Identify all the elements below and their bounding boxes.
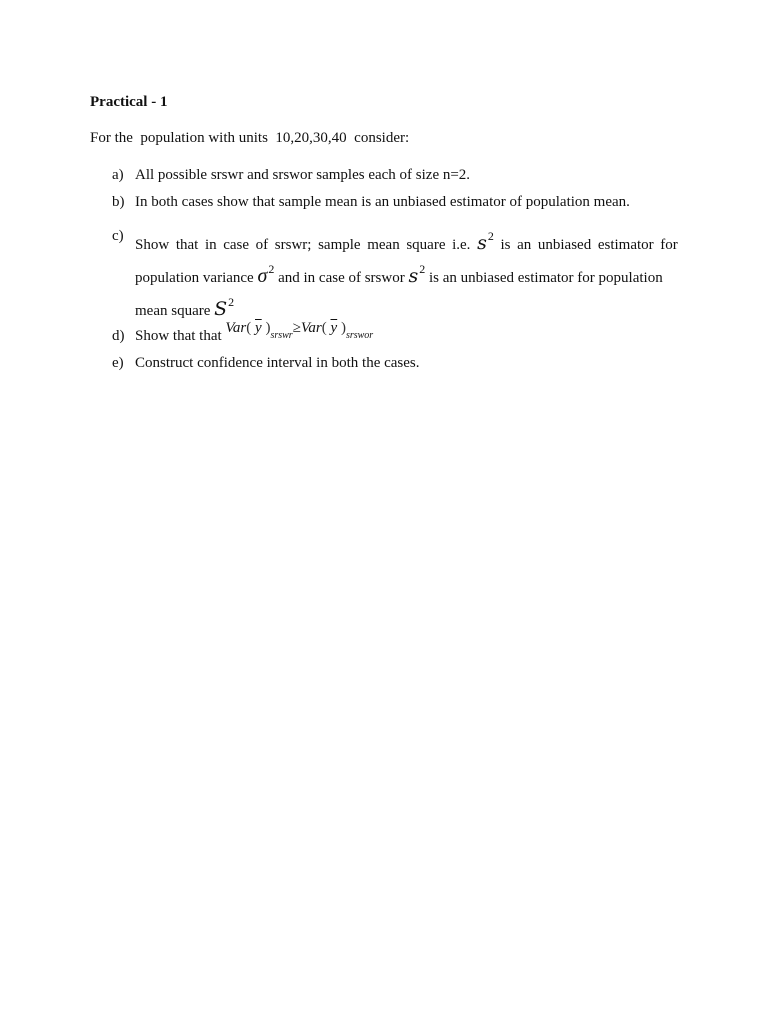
math-s-squared	[408, 262, 426, 287]
word: that	[175, 237, 199, 253]
list-item-text: All possible srswr and srswor samples each of size n=2.	[135, 167, 471, 183]
math-sigma-squared	[257, 262, 275, 287]
subscript-srswr: srswr	[270, 330, 293, 341]
word: Show	[135, 237, 170, 253]
symbol-s: s	[408, 265, 419, 287]
text-segment: mean square	[135, 303, 215, 319]
exponent: 2	[419, 262, 426, 276]
word: unbiased	[537, 237, 592, 253]
list-marker: c)	[112, 228, 124, 244]
var-label: Var	[225, 320, 247, 336]
word: of	[255, 237, 269, 253]
list-item-text: In both cases show that sample mean is an unbiased estimator of population mean.	[135, 194, 630, 210]
word: square	[406, 237, 446, 253]
open-paren: (	[321, 320, 331, 336]
text-segment: and in case of srswor	[274, 270, 409, 286]
word: in	[204, 237, 217, 253]
exponent: 2	[487, 229, 494, 243]
close-paren: )	[261, 320, 271, 336]
text-segment: is an unbiased estimator for population	[425, 270, 663, 286]
word: is	[500, 237, 511, 253]
variance-inequality	[225, 320, 374, 341]
word: for	[660, 237, 678, 253]
close-paren: )	[337, 320, 346, 336]
word: estimator	[597, 237, 654, 253]
symbol-capital-s: S	[214, 298, 228, 320]
word: i.e.	[452, 237, 471, 253]
text-segment: Show that that	[135, 328, 226, 344]
page-title: Practical - 1	[90, 94, 168, 110]
open-paren: (	[246, 320, 256, 336]
list-marker: d)	[112, 328, 125, 344]
list-item-text: Construct confidence interval in both the cases.	[135, 355, 420, 371]
list-item-body	[135, 220, 678, 319]
item-c-line-3	[135, 286, 678, 319]
var-label: Var	[300, 320, 322, 336]
word: mean	[367, 237, 400, 253]
y-bar: $\overline{y}$	[330, 320, 338, 336]
word: an	[517, 237, 532, 253]
intro-paragraph: For the population with units 10,20,30,40 consider:	[90, 130, 410, 146]
y-bar: $\overline{y}$	[255, 320, 262, 336]
exponent: 2	[268, 262, 275, 276]
math-capital-s-squared	[214, 295, 235, 320]
item-c-line-1	[135, 220, 678, 253]
symbol-s: s	[477, 232, 487, 254]
list-marker: a)	[112, 167, 124, 183]
word: case	[223, 237, 250, 253]
word: sample	[318, 237, 361, 253]
ge-symbol: ≥	[292, 320, 301, 336]
symbol-sigma: σ	[257, 265, 268, 287]
exponent: 2	[228, 295, 235, 309]
text-segment: population variance	[135, 270, 258, 286]
subscript-srswor: srswor	[345, 330, 374, 341]
word: srswr;	[274, 237, 312, 253]
item-c-line-2	[135, 253, 678, 286]
list-marker: e)	[112, 355, 124, 371]
list-marker: b)	[112, 194, 125, 210]
list-item-body	[135, 320, 678, 349]
